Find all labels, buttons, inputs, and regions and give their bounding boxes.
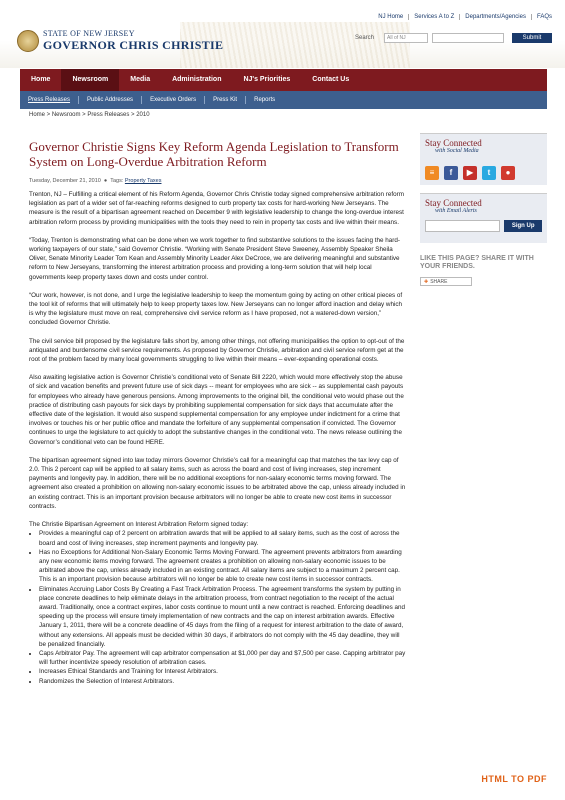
paragraph: The bipartisan agreement signed into law today mirrors Governor Christie’s call for a meaningful cap that matches the tax levy cap of 2.0. This 2 percent cap will be applied to all salary items, such as across the board and cost of living increases, step increment payments and longevity pay. In addition, there will be no additional exceptions for non-salary economic terms moving forward. The agreement also created a prohibition on allowing non-salary economic issues to be arbitrated above the cap, unless already included in an existing contract. This is an important provision because arbitrators will no longer be able to create new cost items in successor contracts.: [29, 456, 406, 510]
state-name: STATE OF NEW JERSEY: [43, 29, 135, 38]
state-seal-icon[interactable]: [17, 30, 39, 52]
subnav-public-addresses[interactable]: Public Addresses: [78, 96, 141, 104]
list-intro: The Christie Bipartisan Agreement on Interest Arbitration Reform signed today:: [29, 521, 249, 529]
paragraph: “Our work, however, is not done, and I urge the legislative leadership to keep the momentum going by acting on other critical pieces of the tool kit of reforms that will ultimately help to keep property taxes low. New Jerseyans can no longer afford inaction and delay which is why the legislature must move on real, comprehensive civil service reform as I have proposed, not a watered-down version,” concluded Governor Christie.: [29, 291, 403, 327]
social-subtitle: with Social Media: [435, 148, 479, 154]
nav-administration[interactable]: Administration: [172, 76, 222, 83]
article-body: [29, 190, 407, 686]
signup-button[interactable]: Sign Up: [504, 220, 542, 232]
share-plus-icon: ✚: [424, 278, 429, 285]
utility-links: [373, 14, 557, 20]
paragraph: Also awaiting legislative action is Governor Christie’s conditional veto of Senate Bill 2220, which would more effectively stop the abuse of sick and vacation benefits and prevent future use of sick days -- meant for employees who are sick -- as supplemental cash payouts for employees who already have generous pensions. Among improvements to the original bill, the conditional veto would phase out the practice of distributing cash payouts for sick days by prohibiting supplemental compensation for sick days that accumulate after the effective date of the legislation. It would also suspend supplemental compensation for any employee under indictment for a crime that involves or touches his or her public office and mandate the forfeiture of any supplemental compensation if convicted. The Governor continues to urge the legislature to act quickly to adopt the substantive changes in the conditional veto. The news release outlining the Governor’s conditional veto can be found HERE.: [29, 374, 404, 446]
util-link-faqs[interactable]: FAQs: [531, 14, 557, 20]
nav-home[interactable]: Home: [31, 76, 51, 83]
search-submit-button[interactable]: Submit: [512, 33, 552, 43]
util-link-nj-home[interactable]: NJ Home: [378, 14, 404, 20]
list-item: • Has no Exceptions for Additional Non-Salary Economic Terms Moving Forward. The agreement prevents arbitrators from awarding any new economic items moving forward. The agreement creates a prohibition on allowing non-salary economic issues to be arbitrated above the cap, unless already included in an existing contract. All salary items are subject to a maximum 2 percent cap. This is an important provision because arbitrators will no longer be able to create new cost items in successor contracts.: [39, 548, 407, 585]
twitter-icon[interactable]: t: [482, 166, 496, 180]
tags-label: Tags:: [110, 178, 124, 184]
search-label: Search: [355, 35, 375, 41]
facebook-icon[interactable]: f: [444, 166, 458, 180]
subnav-press-kit[interactable]: Press Kit: [204, 96, 245, 104]
youtube-icon[interactable]: ▶: [463, 166, 477, 180]
article-meta: Tuesday, December 21, 2010 ● Tags: Property Taxes: [29, 178, 162, 184]
rss-icon[interactable]: ≡: [425, 166, 439, 180]
social-box: [420, 133, 547, 185]
governor-name[interactable]: GOVERNOR CHRIS CHRISTIE: [43, 38, 224, 52]
social-title: Stay Connected: [425, 138, 482, 148]
article-date: Tuesday, December 21, 2010: [29, 178, 101, 184]
util-link-services[interactable]: Services A to Z: [408, 14, 459, 20]
article: [29, 140, 407, 686]
nav-contact[interactable]: Contact Us: [312, 76, 350, 83]
subnav-press-releases[interactable]: Press Releases: [28, 97, 71, 103]
tag-link[interactable]: Property Taxes: [124, 178, 162, 184]
paragraph: The civil service bill proposed by the legislature falls short by, among other things, not offering municipalities the option to opt-out of the antiquated and burdensome civil service requirements. As proposed by Governor Christie, arbitration and civil service reform get at the root of the problem faced by many local governments struggling to live within their means – ever-expanding operational costs.: [29, 337, 405, 364]
nav-media[interactable]: Media: [130, 76, 151, 83]
html-to-pdf-badge: HTML TO PDF: [481, 774, 547, 784]
social-icons: [425, 166, 542, 180]
nav-newsroom[interactable]: Newsroom: [61, 69, 119, 91]
sidebar: [420, 133, 547, 286]
subnav-reports[interactable]: Reports: [245, 96, 283, 104]
secondary-nav: [20, 91, 547, 109]
list-item: • Increases Ethical Standards and Training for Interest Arbitrators.: [39, 667, 407, 676]
email-input[interactable]: [425, 220, 500, 232]
list-item: • Caps Arbitrator Pay. The agreement will cap arbitrator compensation at $1,000 per day and $7,500 per case. Capping arbitrator pay will further incentivize speedy resolution of arbitration cases.: [39, 649, 407, 667]
share-label: SHARE: [430, 278, 448, 285]
email-subtitle: with Email Alerts: [435, 208, 477, 214]
paragraph: “Today, Trenton is demonstrating what can be done when we work together to find substantive solutions to the issues facing the hard-working taxpayers of our state,” said Governor Christie. “Working with Senate President Steve Sweeney, Assembly Speaker Sheila Oliver, Senate Minority Leader Tom Kean and Assembly Minority Leader Alex DeCroce, we are delivering meaningful and substantive reform to New Jerseyans, transforming the interest arbitration process and providing a long-term solution that will help local governments keep property taxes down and costs under control.: [29, 236, 400, 281]
breadcrumb[interactable]: Home > Newsroom > Press Releases > 2010: [29, 112, 150, 118]
search-input[interactable]: [432, 33, 504, 43]
list-item: • Provides a meaningful cap of 2 percent on arbitration awards that will be applied to all salary items, such as the cost of across the board and cost of living increases, step increment payments and longevity pay.: [39, 529, 407, 547]
share-button[interactable]: [420, 277, 472, 286]
email-form: [425, 220, 542, 232]
email-box: [420, 193, 547, 243]
list-item: • Eliminates Accruing Labor Costs By Creating a Fast Track Arbitration Process. The agreement transforms the system by putting in place concrete deadlines to help eliminate delays in the arbitration process, from contract negotiation to the receipt of the actual award. Traditionally, once a contract expires, labor costs continue to mount until a new contract is reached. Enforcing deadlines and speeding up the process will ensure timely implementation of new contracts and the cap on interest arbitration awards. Effective January 1, 2011, there will be a concrete deadline of 45 days from the filing of a request for interest arbitration to the date of award, without any extensions. All appeals must be decided within 30 days, if arbitrators do not comply with the 45 day deadline, they will be penalized financially.: [39, 585, 407, 649]
util-link-departments[interactable]: Departments/Agencies: [459, 14, 531, 20]
nav-priorities[interactable]: NJ's Priorities: [243, 76, 291, 83]
search-scope-select[interactable]: All of NJ: [384, 33, 428, 43]
subnav-executive-orders[interactable]: Executive Orders: [141, 96, 204, 104]
reform-list: [39, 529, 407, 685]
email-title: Stay Connected: [425, 198, 482, 208]
primary-nav: [20, 69, 547, 91]
article-title: Governor Christie Signs Key Reform Agenda Legislation to Transform System on Long-Overdue Arbitration Reform: [29, 139, 399, 169]
flickr-icon[interactable]: ●: [501, 166, 515, 180]
paragraph: Trenton, NJ – Fulfilling a critical element of his Reform Agenda, Governor Chris Christie today signed comprehensive arbitration reform legislation as part of a wider set of far-reaching reforms designed to curb property tax costs for hard-working New Jerseyans. The measure is the result of a bipartisan agreement reached on December 9 with legislative leadership to change the long-overdue interest arbitration reform process by providing municipalities with the tools they need to rein in property tax costs and live within their means.: [29, 191, 404, 226]
list-item: • Randomizes the Selection of Interest Arbitrators.: [39, 677, 407, 686]
share-prompt: LIKE THIS PAGE? SHARE IT WITH YOUR FRIENDS.: [420, 255, 534, 270]
